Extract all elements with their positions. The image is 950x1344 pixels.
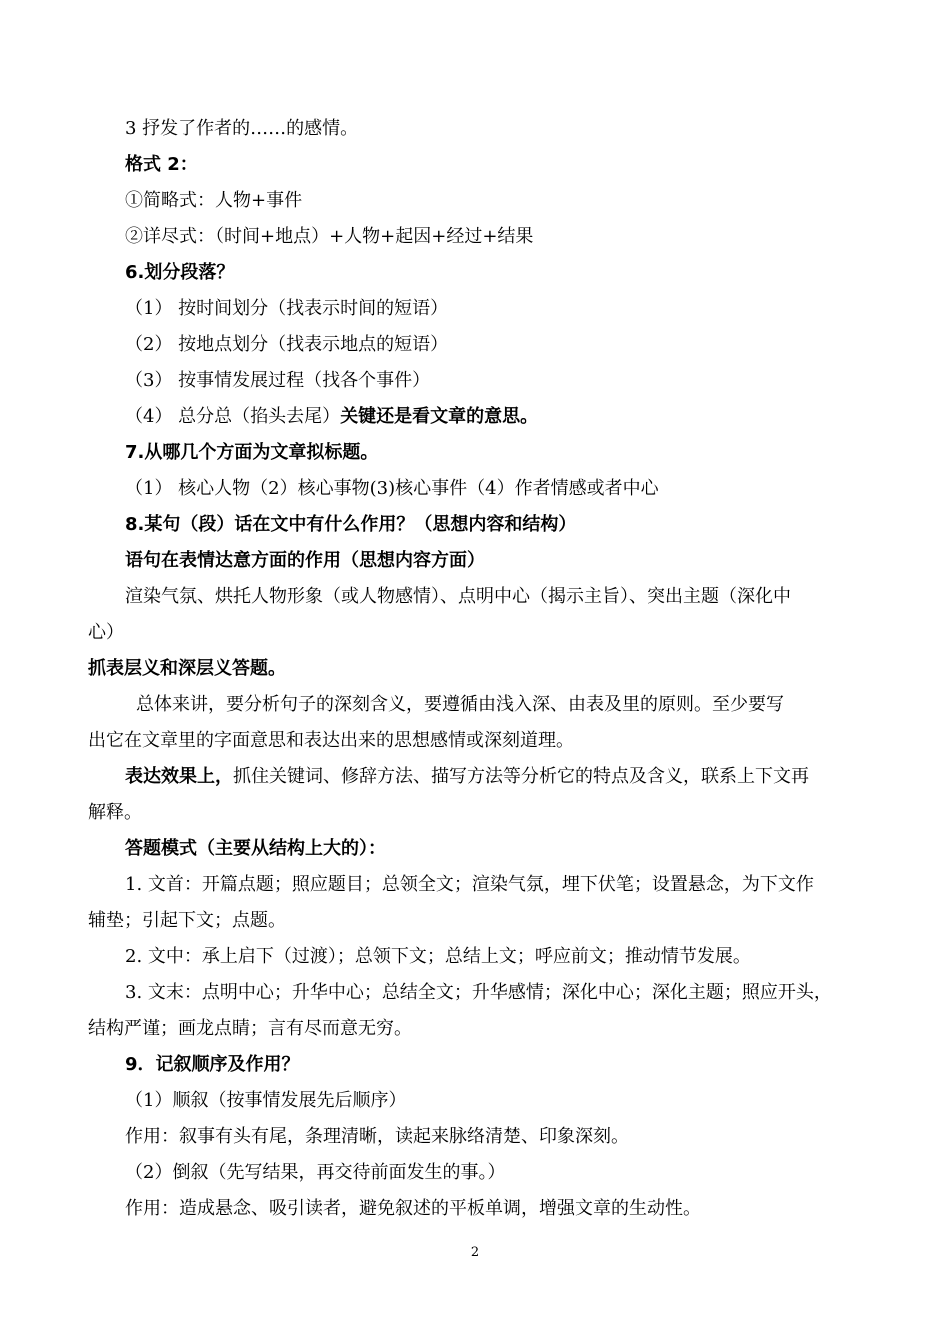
text-line: 作用：叙事有头有尾，条理清晰，读起来脉络清楚、印象深刻。 — [125, 1126, 629, 1147]
text-line: 3 抒发了作者的……的感情。 — [125, 118, 359, 139]
section-heading: 6.划分段落？ — [125, 262, 235, 283]
text-line: 结构严谨；画龙点睛；言有尽而意无穷。 — [88, 1018, 412, 1039]
list-item: （1） 按时间划分（找表示时间的短语） — [125, 298, 449, 319]
text-line: 出它在文章里的字面意思和表达出来的思想感情或深刻道理。 — [88, 730, 574, 751]
section-heading: 9．记叙顺序及作用？ — [125, 1054, 300, 1075]
text-line: 总体来讲，要分析句子的深刻含义，要遵循由浅入深、由表及里的原则。至少要写 — [136, 694, 784, 715]
emphasis-text: 表达效果上， — [125, 766, 233, 787]
text-line: ①简略式：人物+事件 — [125, 190, 303, 211]
format-heading: 格式 2： — [125, 154, 198, 175]
section-heading: 8.某句（段）话在文中有什么作用？（思想内容和结构） — [125, 514, 577, 535]
list-item: 3. 文末：点明中心；升华中心；总结全文；升华感情；深化中心；深化主题；照应开头， — [125, 982, 832, 1003]
list-item: 1. 文首：开篇点题；照应题目；总领全文；渲染气氛，埋下伏笔；设置悬念，为下文作 — [125, 874, 814, 895]
sub-heading: 语句在表情达意方面的作用（思想内容方面） — [125, 550, 485, 571]
text-line: 作用：造成悬念、吸引读者，避免叙述的平板单调，增强文章的生动性。 — [125, 1198, 701, 1219]
section-heading: 7.从哪几个方面为文章拟标题。 — [125, 442, 379, 463]
page-number: 2 — [470, 1245, 480, 1260]
text-line: 解释。 — [88, 802, 142, 823]
list-item: （2）倒叙（先写结果，再交待前面发生的事。） — [125, 1162, 506, 1183]
text-line: 心） — [88, 622, 124, 643]
list-item — [125, 405, 538, 429]
list-item: （2） 按地点划分（找表示地点的短语） — [125, 334, 449, 355]
sub-heading: 答题模式（主要从结构上大的）： — [125, 838, 386, 859]
body-text: 抓住关键词、修辞方法、描写方法等分析它的特点及含义，联系上下文再 — [233, 766, 809, 787]
list-item: （1） 核心人物（2）核心事物(3)核心事件（4）作者情感或者中心 — [125, 478, 659, 499]
emphasis-text: 关键还是看文章的意思。 — [340, 406, 539, 427]
text-line — [125, 765, 809, 789]
list-item-text: （4） 总分总（掐头去尾） — [125, 406, 341, 427]
text-line: 辅垫；引起下文；点题。 — [88, 910, 286, 931]
list-item: （1）顺叙（按事情发展先后顺序） — [125, 1090, 407, 1111]
text-line: ②详尽式：（时间+地点）+人物+起因+经过+结果 — [125, 226, 534, 247]
list-item: （3） 按事情发展过程（找各个事件） — [125, 370, 431, 391]
list-item: 2. 文中：承上启下（过渡）；总领下文；总结上文；呼应前文；推动情节发展。 — [125, 946, 751, 967]
sub-heading: 抓表层义和深层义答题。 — [88, 658, 286, 679]
text-line: 渲染气氛、烘托人物形象（或人物感情）、点明中心（揭示主旨）、突出主题（深化中 — [125, 586, 791, 607]
